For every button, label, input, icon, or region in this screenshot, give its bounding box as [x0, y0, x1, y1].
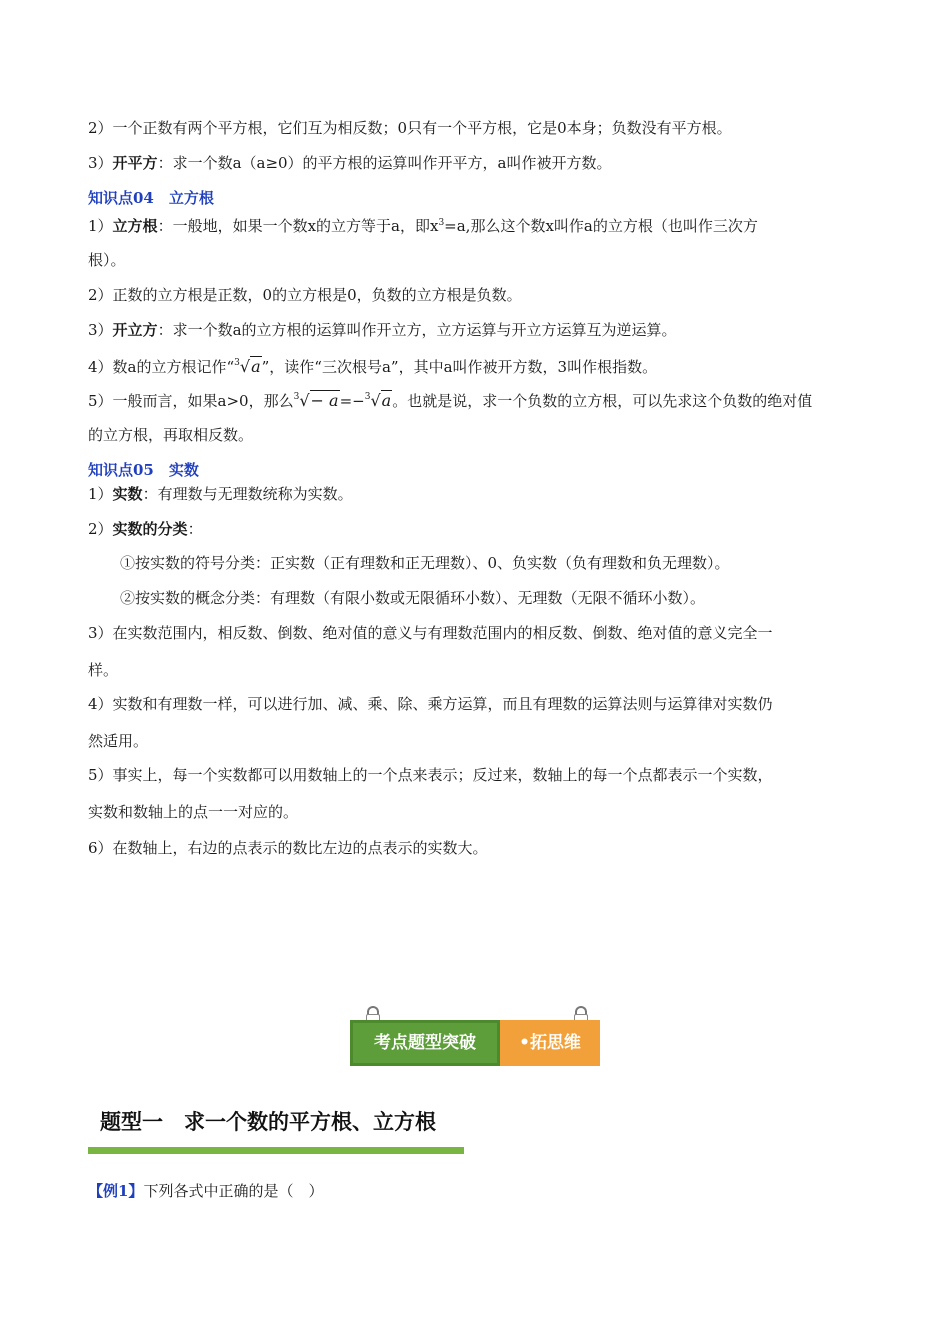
cube-root-expression: $^3$√a [234, 357, 261, 376]
text-line [88, 320, 677, 340]
cube-root-expression: $^3$√a [364, 391, 392, 410]
text-line: ②按实数的概念分类：有理数（有限小数或无限循环小数）、无理数（无限不循环小数）。 [120, 589, 706, 607]
text-line: 然适用。 [88, 732, 149, 750]
knowledge-heading: 知识点04 立方根 [88, 189, 214, 207]
section-rule [88, 1147, 464, 1154]
text-line: 5）事实上，每一个实数都可以用数轴上的一个点来表示；反过来，数轴上的每一个点都表示一个实数， [88, 766, 773, 784]
line-number: 1） [88, 217, 113, 235]
text-line: 2）一个正数有两个平方根，它们互为相反数；0只有一个平方根，它是0本身；负数没有平方根。 [88, 119, 732, 137]
line-number: 3） [88, 154, 113, 172]
text-line [88, 387, 812, 411]
text-line [88, 353, 657, 377]
term-bold: 开平方 [112, 154, 158, 172]
text-line [88, 213, 758, 236]
text-line: 3）在实数范围内，相反数、倒数、绝对值的意义与有理数范围内的相反数、倒数、绝对值的意义完全一 [88, 624, 773, 642]
line-text: ”，读作“三次根号a”，其中a叫作被开方数，3叫作根指数。 [261, 358, 658, 376]
text-line: ①按实数的符号分类：正实数（正有理数和正无理数）、0、负实数（负有理数和负无理数）。 [120, 554, 730, 572]
text-line: 样。 [88, 661, 119, 679]
line-number: 2） [88, 520, 113, 538]
example-tag: 【例1】 [88, 1182, 144, 1200]
text-line: 4）实数和有理数一样，可以进行加、减、乘、除、乘方运算，而且有理数的运算法则与运算律对实数仍 [88, 695, 773, 713]
exponent: 3 [438, 218, 445, 228]
line-text: ：求一个数a（a≥0）的平方根的运算叫作开平方，a叫作被开方数。 [157, 154, 612, 172]
text-line [88, 519, 203, 539]
text-line: 2）正数的立方根是正数，0的立方根是0，负数的立方根是负数。 [88, 286, 522, 304]
term-bold: 实数的分类 [112, 520, 188, 538]
line-text: 5）一般而言，如果a>0，那么 [88, 392, 294, 410]
section-banner [350, 1020, 600, 1066]
line-text: ： [187, 520, 203, 538]
line-text: 4）数a的立方根记作“ [88, 358, 235, 376]
line-text: ：一般地，如果一个数x的立方等于a，即x [157, 217, 439, 235]
text-line: 实数和数轴上的点一一对应的。 [88, 803, 299, 821]
banner-right: •拓思维 [500, 1020, 600, 1066]
example-text: 下列各式中正确的是（ ） [143, 1182, 324, 1200]
line-number: 3） [88, 321, 113, 339]
line-text: =a,那么这个数x叫作a的立方根（也叫作三次方 [444, 217, 758, 235]
banner-left: 考点题型突破 [350, 1020, 500, 1066]
example-line [88, 1181, 323, 1201]
text-line: 的立方根，再取相反数。 [88, 426, 254, 444]
line-text: ：求一个数a的立方根的运算叫作开立方，立方运算与开立方运算互为逆运算。 [157, 321, 677, 339]
term-bold: 开立方 [112, 321, 158, 339]
term-bold: 立方根 [112, 217, 158, 235]
section-title: 题型一 求一个数的平方根、立方根 [100, 1110, 436, 1134]
text-line: 根）。 [88, 251, 126, 269]
text-line: 6）在数轴上，右边的点表示的数比左边的点表示的实数大。 [88, 839, 488, 857]
line-text: 。也就是说，求一个负数的立方根，可以先求这个负数的绝对值 [392, 392, 813, 410]
equals-minus: =− [339, 392, 365, 410]
text-line [88, 484, 353, 504]
text-line [88, 153, 612, 173]
line-text: ：有理数与无理数统称为实数。 [142, 485, 353, 503]
line-number: 1） [88, 485, 113, 503]
cube-root-expression: $^3$√− a [293, 391, 339, 410]
knowledge-heading: 知识点05 实数 [88, 461, 199, 479]
term-bold: 实数 [112, 485, 143, 503]
